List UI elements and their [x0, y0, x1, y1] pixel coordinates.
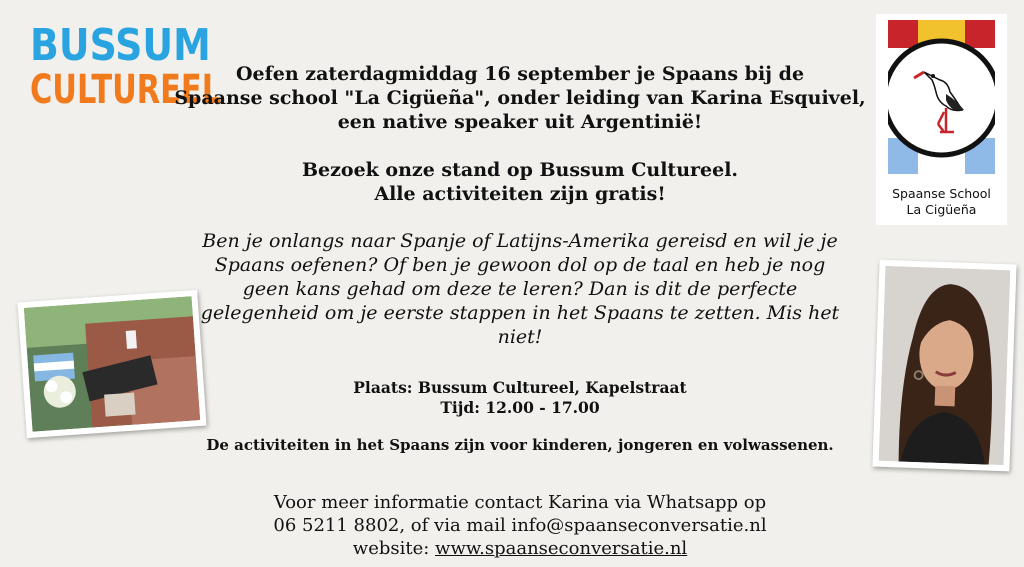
website-line: [190, 537, 850, 560]
website-link[interactable]: www.spaanseconversatie.nl: [435, 538, 688, 559]
logo-line-bussum: BUSSUM: [30, 20, 211, 71]
contact-line: Voor meer informatie contact Karina via Whatsapp op: [273, 492, 767, 513]
patio-image: [24, 296, 200, 431]
visit-line: Bezoek onze stand op Bussum Cultureel.: [301, 159, 739, 181]
contact-info: [190, 491, 850, 560]
visit-line: Alle activiteiten zijn gratis!: [374, 183, 666, 205]
portrait-image: [879, 266, 1011, 465]
intro-paragraph: [160, 62, 880, 134]
school-name-line1: Spaanse School: [892, 186, 991, 201]
contact-line: 06 5211 8802, of via mail info@spaanseconversatie.nl: [273, 515, 767, 536]
patio-photo: [17, 290, 206, 438]
intro-line: Oefen zaterdagmiddag 16 september je Spaans bij de: [235, 63, 805, 85]
karina-portrait-photo: [872, 260, 1016, 472]
intro-line: een native speaker uit Argentinië!: [337, 111, 703, 133]
pitch-paragraph: [200, 229, 840, 349]
visit-paragraph: [160, 158, 880, 206]
audience-note: De activiteiten in het Spaans zijn voor kinderen, jongeren en volwassenen.: [206, 436, 834, 454]
website-label: website:: [352, 538, 436, 559]
event-details: [160, 378, 880, 418]
logo-line-cultureel: CULTUREEL: [30, 67, 222, 113]
pitch-line: Ben je onlangs naar Spanje of Latijns-Amerika gereisd en wil je je: [202, 230, 838, 252]
event-place: Plaats: Bussum Cultureel, Kapelstraat: [353, 378, 687, 397]
pitch-line: gelegenheid om je eerste stappen in het Spaans te zetten. Mis het: [200, 302, 840, 324]
intro-line: Spaanse school "La Cigüeña", onder leiding van Karina Esquivel,: [174, 87, 866, 109]
school-emblem: [888, 20, 995, 180]
school-logo-card: [876, 14, 1007, 225]
school-name: [876, 186, 1007, 218]
school-name-line2: La Cigüeña: [906, 202, 977, 217]
event-time: Tijd: 12.00 - 17.00: [440, 398, 600, 417]
pitch-line: geen kans gehad om deze te leren? Dan is dit de perfecte: [242, 278, 798, 300]
pitch-line: niet!: [497, 326, 543, 348]
pitch-line: Spaans oefenen? Of ben je gewoon dol op de taal en heb je nog: [214, 254, 826, 276]
